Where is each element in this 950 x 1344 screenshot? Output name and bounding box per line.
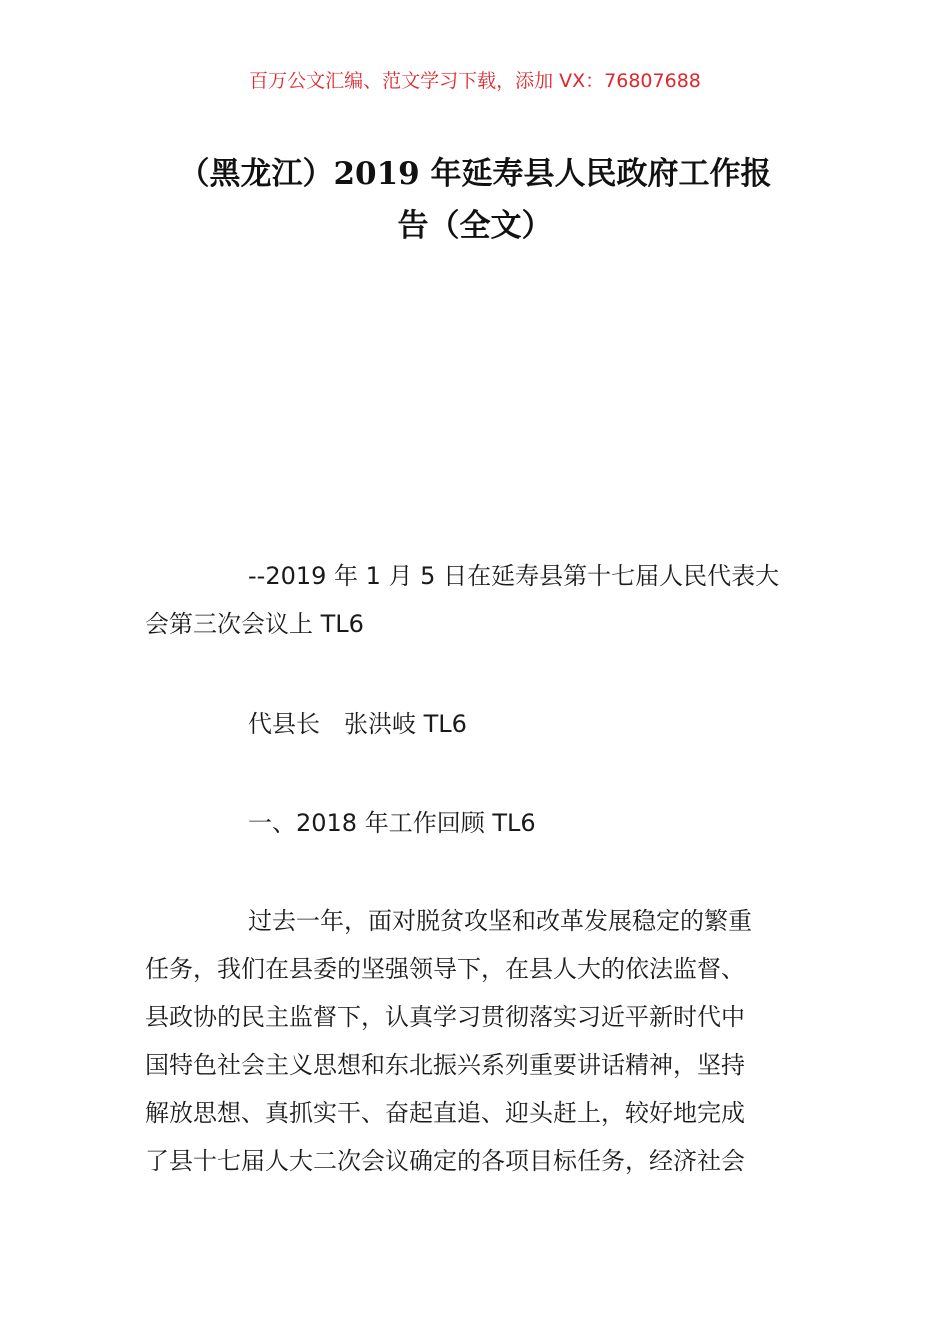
paragraph-line: 任务，我们在县委的坚强领导下，在县人大的依法监督、 [145, 955, 745, 983]
document-title [145, 148, 805, 252]
document-title-line-1: （黑龙江）2019 年延寿县人民政府工作报 [178, 156, 772, 192]
paragraph-line: 解放思想、真抓实干、奋起直追、迎头赶上，较好地完成 [145, 1099, 745, 1127]
speaker-line: 代县长 张洪岐 TL6 [248, 710, 467, 738]
meeting-subtitle [145, 552, 807, 648]
paragraph-line: 县政协的民主监督下，认真学习贯彻落实习近平新时代中 [145, 1003, 745, 1031]
document-title-line-2: 告（全文） [397, 208, 553, 244]
meeting-subtitle-line-1: --2019 年 1 月 5 日在延寿县第十七届人民代表大 [248, 562, 780, 590]
paragraph-line: 过去一年，面对脱贫攻坚和改革发展稳定的繁重 [248, 907, 752, 935]
paragraph-line: 了县十七届人大二次会议确定的各项目标任务，经济社会 [145, 1147, 745, 1175]
meeting-subtitle-line-2: 会第三次会议上 TL6 [145, 610, 364, 638]
body-paragraph [145, 897, 807, 1185]
promo-header-banner: 百万公文汇编、范文学习下载，添加 VX：76807688 [249, 70, 701, 92]
paragraph-line: 国特色社会主义思想和东北振兴系列重要讲话精神，坚持 [145, 1051, 745, 1079]
section-heading: 一、2018 年工作回顾 TL6 [248, 809, 536, 837]
